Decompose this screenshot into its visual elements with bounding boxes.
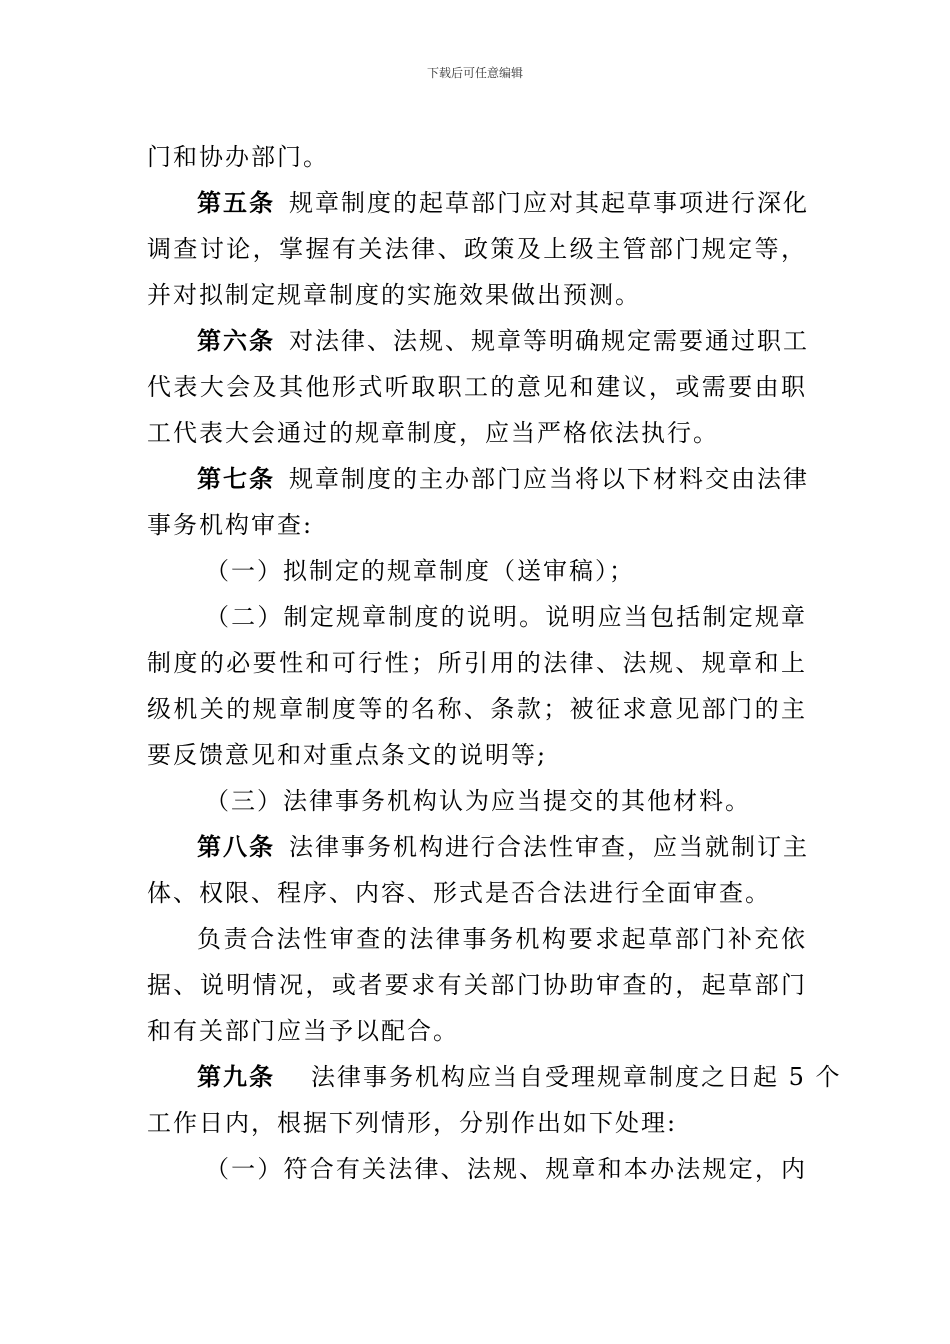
line-text: （二）制定规章制度的说明。说明应当包括制定规章 <box>205 603 807 631</box>
line-text: 和有关部门应当予以配合。 <box>147 1017 459 1045</box>
text-line <box>147 870 807 916</box>
text-line <box>147 502 807 548</box>
text-line <box>147 594 807 640</box>
line-text: 法律事务机构进行合法性审查，应当就制订主 <box>289 833 809 861</box>
line-text: 据、说明情况，或者要求有关部门协助审查的，起草部门 <box>147 971 807 999</box>
text-line <box>147 226 807 272</box>
text-line <box>147 1100 807 1146</box>
article-number: 第七条 <box>197 464 275 493</box>
article-number: 第八条 <box>197 832 275 861</box>
line-text: 事务机构审查: <box>147 511 314 539</box>
line-text: 规章制度的起草部门应对其起草事项进行深化 <box>289 189 809 217</box>
text-line <box>147 1146 807 1192</box>
line-text: 对法律、法规、规章等明确规定需要通过职工 <box>289 327 809 355</box>
line-text: 要反馈意见和对重点条文的说明等; <box>147 741 548 769</box>
line-text: 调查讨论，掌握有关法律、政策及上级主管部门规定等， <box>147 235 807 263</box>
text-line <box>147 1008 807 1054</box>
line-text: 级机关的规章制度等的名称、条款；被征求意见部门的主 <box>147 695 807 723</box>
line-text: 工作日内，根据下列情形，分别作出如下处理: <box>147 1109 678 1137</box>
line-text: 代表大会及其他形式听取职工的意见和建议，或需要由职 <box>147 373 807 401</box>
text-line <box>147 1054 842 1100</box>
line-text: 并对拟制定规章制度的实施效果做出预测。 <box>147 281 641 309</box>
line-text: 工代表大会通过的规章制度，应当严格依法执行。 <box>147 419 719 447</box>
article-number: 第六条 <box>197 326 275 355</box>
text-line <box>147 456 807 502</box>
line-text: （一）拟制定的规章制度（送审稿）； <box>205 557 635 585</box>
text-line <box>147 686 807 732</box>
line-text: 法律事务机构应当自受理规章制度之日起 5 个 <box>311 1063 842 1091</box>
article-number: 第五条 <box>197 188 275 217</box>
text-line <box>147 732 807 778</box>
text-line <box>147 272 807 318</box>
article-number: 第九条 <box>197 1062 275 1091</box>
line-text: 制度的必要性和可行性；所引用的法律、法规、规章和上 <box>147 649 807 677</box>
text-line <box>147 134 807 180</box>
line-text: 体、权限、程序、内容、形式是否合法进行全面审查。 <box>147 879 771 907</box>
line-text: 门和协办部门。 <box>147 143 329 171</box>
text-line <box>147 318 807 364</box>
document-body <box>147 134 842 1192</box>
text-line <box>147 180 807 226</box>
text-line <box>147 640 807 686</box>
line-text: 负责合法性审查的法律事务机构要求起草部门补充依 <box>197 925 807 953</box>
text-line <box>147 824 807 870</box>
text-line <box>147 548 807 594</box>
text-line <box>147 916 807 962</box>
text-line <box>147 364 807 410</box>
line-text: 规章制度的主办部门应当将以下材料交由法律 <box>289 465 809 493</box>
text-line <box>147 778 807 824</box>
line-text: （三）法律事务机构认为应当提交的其他材料。 <box>205 787 751 815</box>
text-line <box>147 962 807 1008</box>
page-header-watermark: 下载后可任意编辑 <box>426 66 523 80</box>
line-text: （一）符合有关法律、法规、规章和本办法规定，内 <box>205 1155 807 1183</box>
text-line <box>147 410 807 456</box>
